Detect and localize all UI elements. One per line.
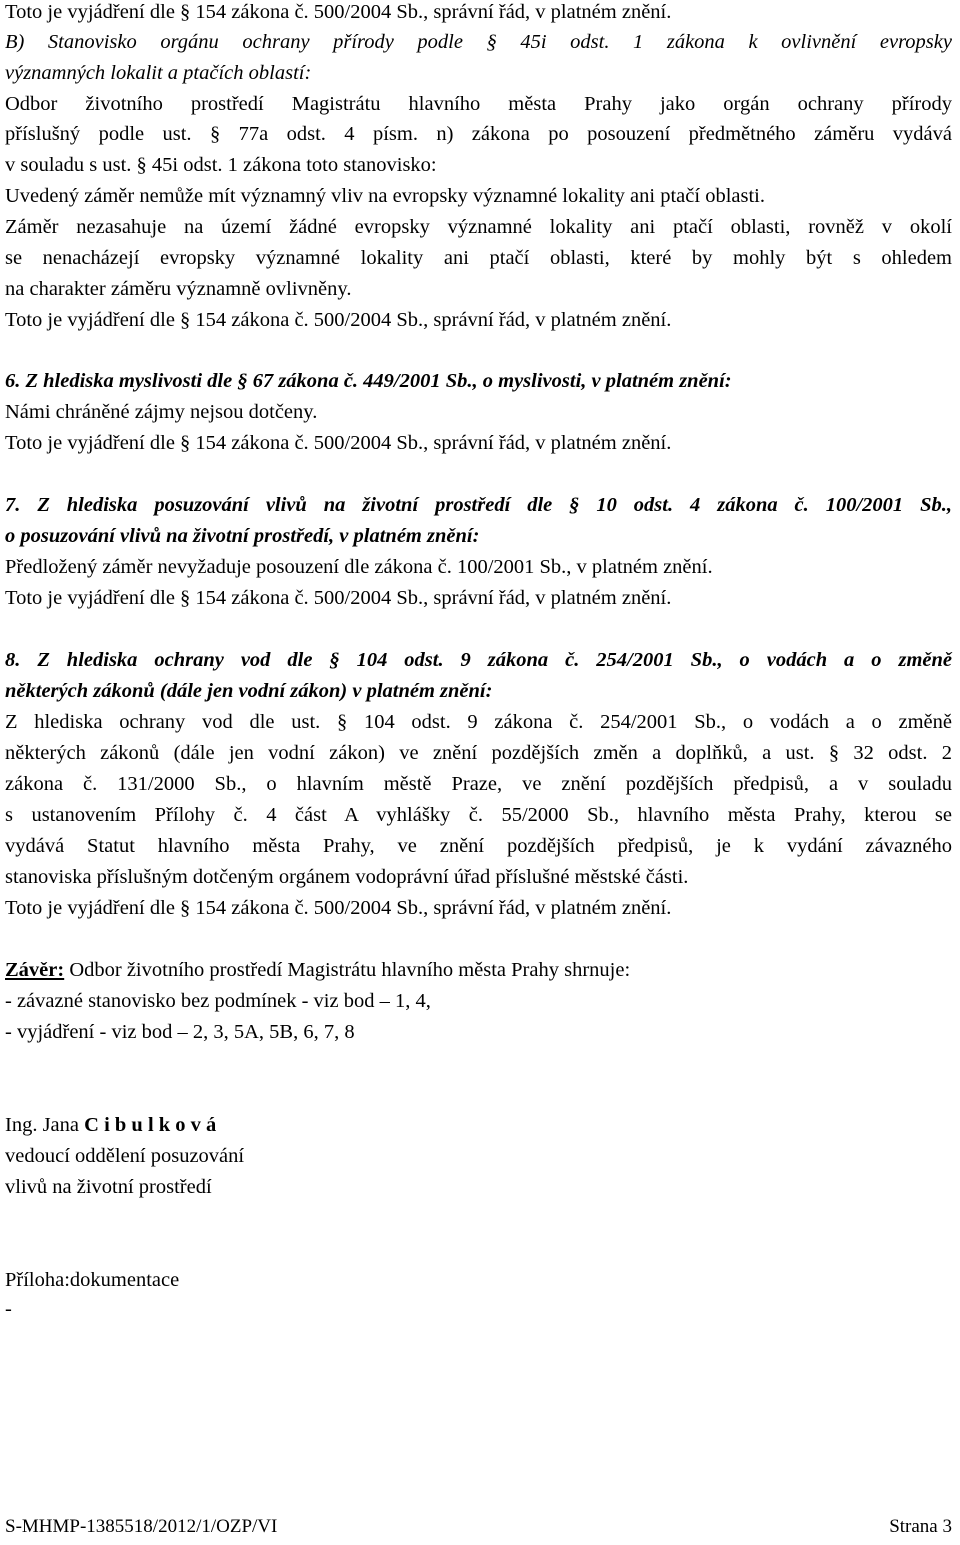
- text-line: Toto je vyjádření dle § 154 zákona č. 500/2004 Sb., správní řád, v platném znění.: [5, 309, 672, 331]
- conclusion-text: Odbor životního prostředí Magistrátu hlavního města Prahy shrnuje:: [64, 959, 631, 981]
- text-line: v souladu s ust. § 45i odst. 1 zákona toto stanovisko:: [5, 154, 437, 176]
- text-line: některých zákonů (dále jen vodní zákon) ve znění pozdějších změn a doplňků, a ust. § 32 odst. 2: [5, 742, 952, 764]
- signature-role: vedoucí oddělení posuzování: [5, 1145, 245, 1167]
- attachment-label: Příloha:dokumentace: [5, 1269, 180, 1291]
- section-heading: B) Stanovisko orgánu ochrany přírody podle § 45i odst. 1 zákona k ovlivnění evropsky: [5, 31, 952, 53]
- conclusion-label: Závěr:: [5, 959, 65, 981]
- section-heading: 6. Z hlediska myslivosti dle § 67 zákona č. 449/2001 Sb., o myslivosti, v platném znění:: [5, 370, 732, 392]
- section-heading: 7. Z hlediska posuzování vlivů na životní prostředí dle § 10 odst. 4 zákona č. 100/2001 Sb.,: [5, 494, 952, 516]
- text-line: příslušný podle ust. § 77a odst. 4 písm. n) zákona po posouzení předmětného záměru vydává: [5, 123, 952, 145]
- section-heading: významných lokalit a ptačích oblastí:: [5, 62, 312, 84]
- signature-role: vlivů na životní prostředí: [5, 1176, 212, 1198]
- attachment-dash: -: [5, 1298, 12, 1320]
- signature-surname: C i b u l k o v á: [84, 1114, 217, 1136]
- text-line: Uvedený záměr nemůže mít významný vliv na evropsky významné lokality ani ptačí oblasti.: [5, 185, 765, 207]
- text-line: zákona č. 131/2000 Sb., o hlavním městě Praze, ve znění pozdějších předpisů, a v souladu: [5, 773, 952, 795]
- section-heading: 8. Z hlediska ochrany vod dle § 104 odst. 9 zákona č. 254/2001 Sb., o vodách a o změně: [5, 649, 952, 671]
- text-line: na charakter záměru významně ovlivněny.: [5, 278, 352, 300]
- text-line: Námi chráněné zájmy nejsou dotčeny.: [5, 401, 318, 423]
- section-heading: o posuzování vlivů na životní prostředí, v platném znění:: [5, 525, 480, 547]
- signature-name: [5, 1113, 952, 1139]
- text-line: Odbor životního prostředí Magistrátu hlavního města Prahy jako orgán ochrany přírody: [5, 93, 952, 115]
- text-line: vydává Statut hlavního města Prahy, ve znění pozdějších předpisů, je k vydání závazného: [5, 835, 952, 857]
- document-reference: S-MHMP-1385518/2012/1/OZP/VI: [5, 1516, 278, 1537]
- conclusion-line: [5, 958, 952, 984]
- section-heading: některých zákonů (dále jen vodní zákon) v platném znění:: [5, 680, 493, 702]
- text-line: Předložený záměr nevyžaduje posouzení dle zákona č. 100/2001 Sb., v platném znění.: [5, 556, 713, 578]
- page-number: Strana 3: [889, 1516, 952, 1537]
- signature-title: Ing. Jana: [5, 1114, 85, 1136]
- text-line: se nenacházejí evropsky významné lokality ani ptačí oblasti, které by mohly být s ohledem: [5, 247, 952, 269]
- list-item: - vyjádření - viz bod – 2, 3, 5A, 5B, 6, 7, 8: [5, 1021, 355, 1043]
- text-line: Toto je vyjádření dle § 154 zákona č. 500/2004 Sb., správní řád, v platném znění.: [5, 897, 672, 919]
- text-line: Toto je vyjádření dle § 154 zákona č. 500/2004 Sb., správní řád, v platném znění.: [5, 587, 672, 609]
- text-line: Z hlediska ochrany vod dle ust. § 104 odst. 9 zákona č. 254/2001 Sb., o vodách a o změně: [5, 711, 952, 733]
- list-item: - závazné stanovisko bez podmínek - viz bod – 1, 4,: [5, 990, 431, 1012]
- text-line: Záměr nezasahuje na území žádné evropsky významné lokality ani ptačí oblasti, rovněž v okolí: [5, 216, 952, 238]
- text-line: s ustanovením Přílohy č. 4 část A vyhlášky č. 55/2000 Sb., hlavního města Prahy, kterou se: [5, 804, 952, 826]
- text-line: Toto je vyjádření dle § 154 zákona č. 500/2004 Sb., správní řád, v platném znění.: [5, 1, 672, 23]
- text-line: stanoviska příslušným dotčeným orgánem vodoprávní úřad příslušné městské části.: [5, 866, 689, 888]
- text-line: Toto je vyjádření dle § 154 zákona č. 500/2004 Sb., správní řád, v platném znění.: [5, 432, 672, 454]
